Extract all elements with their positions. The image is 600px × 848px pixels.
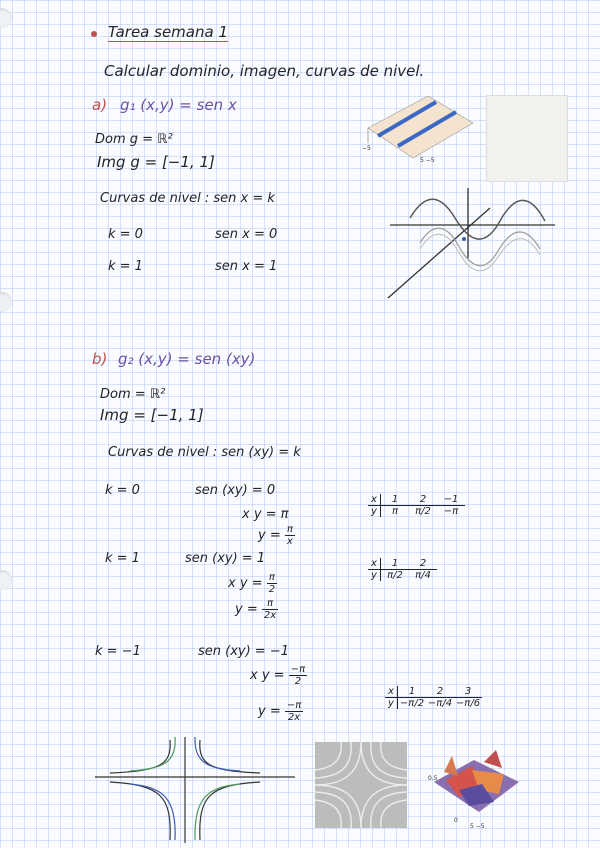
km1-label: k = −1 [95,644,141,659]
part-b-image: Img = [−1, 1] [100,406,204,424]
part-a-level-curves: Curvas de nivel : sen x = k [100,191,275,206]
km1-eq1: sen (xy) = −1 [198,644,289,659]
density-plot-sinxy [315,742,407,828]
k0-eq1: sen (xy) = 0 [195,483,276,498]
k1-eq3: y = $\frac{\pi}{2x}$ [235,598,277,621]
k1-label: k = 1 [105,551,140,566]
svg-text:5 −5: 5 −5 [470,823,485,830]
density-plot-sinx [486,95,568,182]
part-a-function: g₁ (x,y) = sen x [120,96,237,114]
part-a-k1-eq: sen x = 1 [215,259,278,274]
svg-text:0.5: 0.5 [428,775,438,782]
part-a-k0-eq: sen x = 0 [215,227,278,242]
part-a-k0: k = 0 [108,227,143,242]
part-a-image: Img g = [−1, 1] [97,153,215,171]
k0-label: k = 0 [105,483,140,498]
part-b-level-curves: Curvas de nivel : sen (xy) = k [108,445,301,460]
k0-table: x 1 2 −1 y π π/2 −π [368,494,465,517]
part-b-label: b) [92,350,108,368]
svg-text:−5: −5 [362,145,371,152]
svg-text:0: 0 [454,817,458,824]
svg-text:5 −5: 5 −5 [420,157,435,164]
k1-eq1: sen (xy) = 1 [185,551,266,566]
bullet-icon [91,31,97,37]
k0-eq2: x y = π [242,507,289,522]
part-a-k1: k = 1 [108,259,143,274]
binder-hole [0,570,12,590]
page-title: Tarea semana 1 [108,23,228,41]
part-b-function: g₂ (x,y) = sen (xy) [118,350,256,368]
km1-table: x 1 2 3 y −π/2 −π/4 −π/6 [385,686,482,709]
k1-eq2: x y = $\frac{\pi}{2}$ [228,572,276,595]
binder-hole [0,292,12,312]
k0-eq3: y = $\frac{\pi}{x}$ [258,524,293,547]
k1-table: x 1 2 y π/2 π/4 [368,558,437,581]
km1-eq2: x y = $\frac{-\pi}{2}$ [250,664,306,687]
km1-eq3: y = $\frac{-\pi}{2x}$ [258,700,302,723]
surface-plot-sinx [358,88,478,168]
binder-hole [0,8,12,28]
sketch-graph-sinx [380,183,560,303]
part-a-domain: Dom g = ℝ² [95,132,173,147]
surface-plot-sinxy [424,742,526,830]
hyperbola-sketch [90,735,300,845]
part-a-label: a) [92,96,108,114]
page-subtitle: Calcular dominio, imagen, curvas de nivel. [104,62,425,80]
part-b-domain: Dom = ℝ² [100,387,166,402]
